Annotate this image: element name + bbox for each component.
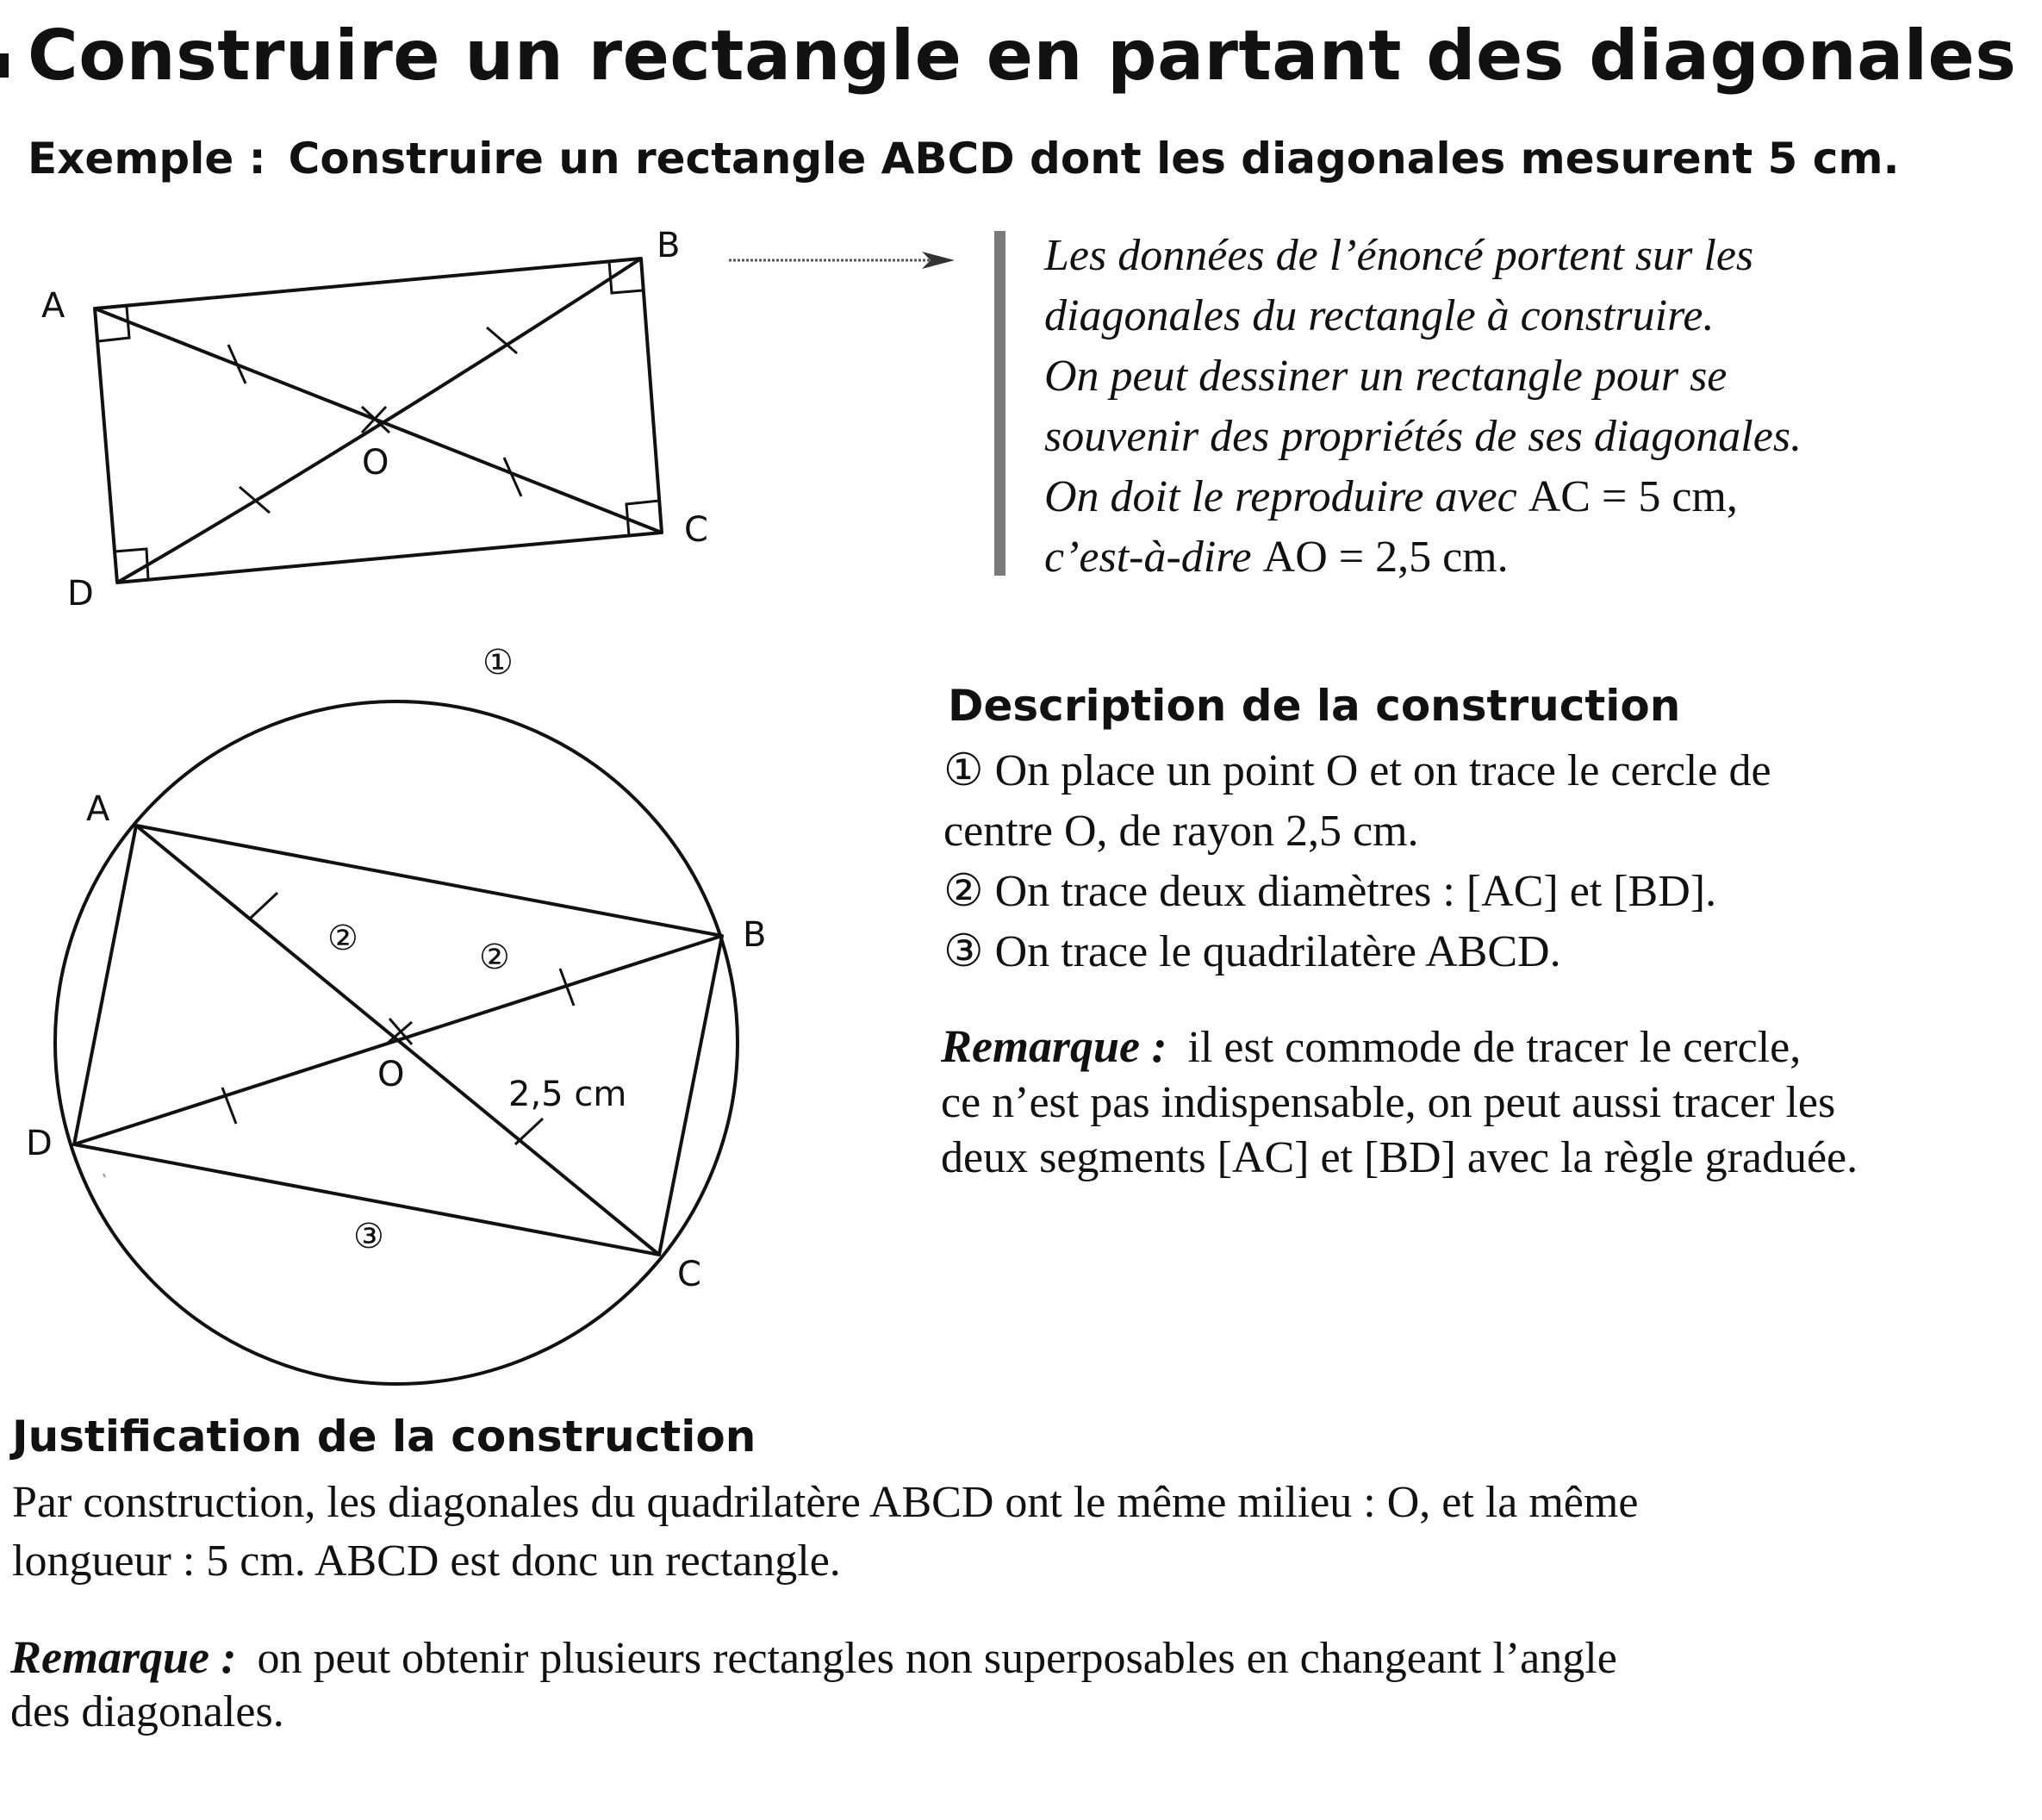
remark-label: Remarque : [10,1631,237,1683]
intro-line: On peut dessiner un rectangle pour se [1044,352,1728,401]
margin-bar [994,231,1005,576]
description-heading: Description de la construction [948,681,1681,731]
step-2-marker: ② [327,919,358,958]
step-2-marker: ② [479,938,510,977]
justification-line: Par construction, les diagonales du quadrilatère ABCD ont le même milieu : O, et la même [12,1478,1639,1527]
justification-heading: Justification de la construction [12,1412,756,1462]
remark-line: deux segments [AC] et [BD] avec la règle graduée. [941,1133,1858,1182]
fig2-label-b: B [743,915,767,955]
intro-line: diagonales du rectangle à construire. [1044,291,1715,340]
example-text: Construire un rectangle ABCD dont les diagonales mesurent 5 cm. [288,134,1900,184]
fig1-label-o: O [362,443,389,483]
intro-explanation [1044,226,2026,588]
fig1-label-c: C [684,510,708,550]
remark-line: des diagonales. [10,1687,284,1736]
description-line: ② On trace deux diamètres : [AC] et [BD]. [943,867,1717,916]
step-3-marker: ③ [353,1217,384,1256]
intro-line: souvenir des propriétés de ses diagonales. [1044,412,1802,461]
construction-figure [0,629,913,1387]
intro-italic: On doit le reproduire avec [1044,472,1528,521]
remark-line [941,1019,2035,1075]
description-steps [943,741,2033,982]
justification-line: longueur : 5 cm. ABCD est donc un rectangle. [12,1536,841,1586]
remark-label: Remarque : [941,1020,1167,1072]
rectangle-sketch-figure [0,207,974,612]
page-title: Construire un rectangle en partant des diagonales [28,16,2017,96]
fig2-label-a: A [86,789,110,829]
intro-formula: AO = 2,5 cm. [1262,533,1509,582]
description-line: centre O, de rayon 2,5 cm. [943,807,1419,856]
fig2-label-o: O [377,1055,405,1094]
intro-line: Les données de l’énoncé portent sur les [1044,231,1754,280]
justification-text [12,1474,2028,1591]
example-label: Exemple : [28,134,266,184]
remark-circle [941,1019,2035,1186]
intro-italic: c’est-à-dire [1044,533,1263,582]
remark-text: on peut obtenir plusieurs rectangles non superposables en changeant l’angle [257,1634,1617,1683]
speck [103,1174,105,1177]
fig1-label-a: A [41,286,65,326]
description-line: ① On place un point O et on trace le cercle de [943,746,1771,795]
intro-line [1044,527,2026,588]
radius-label: 2,5 cm [508,1075,627,1114]
remark-line [10,1630,2031,1686]
step-1-marker: ① [482,643,514,682]
description-line: ③ On trace le quadrilatère ABCD. [943,927,1561,976]
title-bullet [0,53,9,78]
fig1-label-d: D [67,574,94,612]
equal-length-ticks [228,327,521,513]
remark-line: ce n’est pas indispensable, on peut aussi tracer les [941,1078,1836,1127]
remark-angle [10,1630,2031,1739]
fig2-label-c: C [677,1255,701,1294]
arrow-to-explanation [729,252,955,269]
intro-formula: AC = 5 cm, [1528,472,1738,521]
construction-circle [55,701,738,1384]
fig2-label-d: D [26,1124,53,1163]
example-statement [28,134,1899,184]
intro-line [1044,467,2026,527]
remark-text: il est commode de tracer le cercle, [1187,1023,1802,1072]
fig1-label-b: B [657,226,681,265]
